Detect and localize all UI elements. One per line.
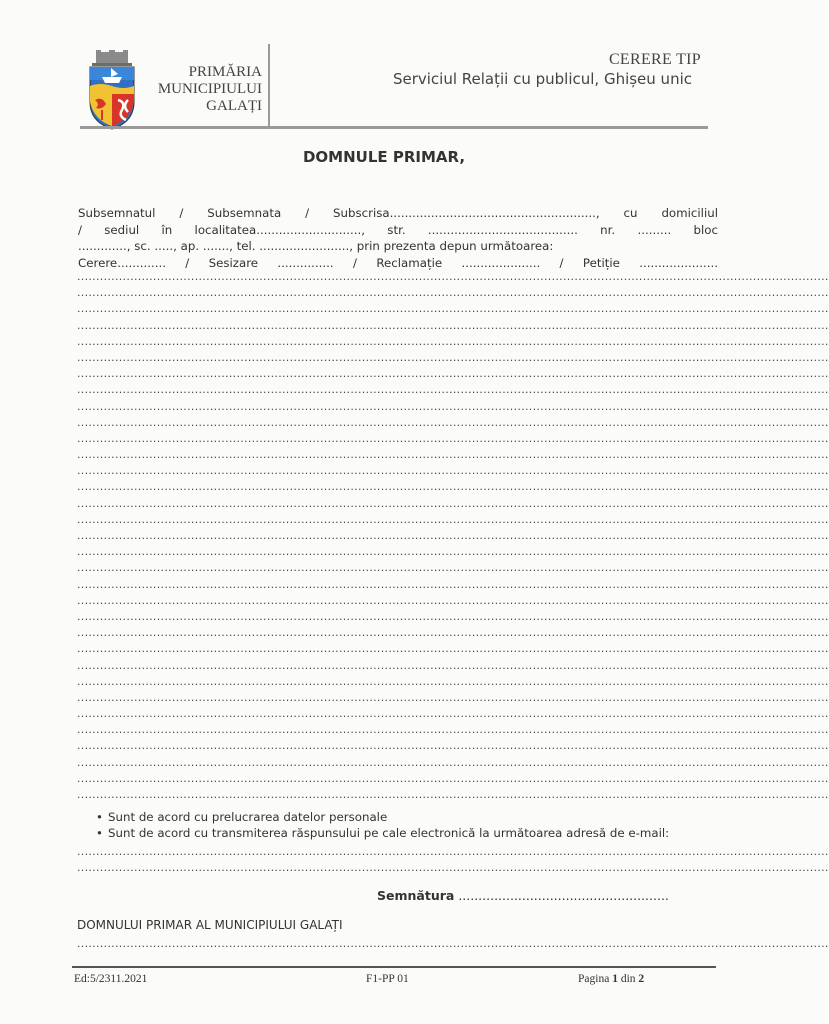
addressee-blank-line[interactable]: ...................................................................................................................................................................................................... (77, 937, 829, 950)
blank-line[interactable]: ...................................................................................................................................................................................................... (77, 642, 829, 656)
email-line[interactable]: ...................................................................................................................................................................................................... (77, 861, 829, 875)
blank-line[interactable]: ...................................................................................................................................................................................................... (77, 431, 829, 445)
email-address-lines[interactable] (77, 845, 829, 877)
applicant-details (78, 205, 718, 271)
consent-item-2: Sunt de acord cu transmiterea răspunsului pe cale electronică la următoarea adresă de e-mail: (108, 826, 670, 840)
consent-item[interactable] (96, 825, 669, 841)
addressee-line[interactable] (77, 937, 829, 953)
blank-line[interactable]: ...................................................................................................................................................................................................... (77, 464, 829, 478)
applicant-line-2: / sediul în localitatea............................, str. ........................................ nr. ......... bloc (78, 222, 718, 237)
blank-line[interactable]: ...................................................................................................................................................................................................... (77, 302, 829, 316)
applicant-line-1: Subsemnatul / Subsemnata / Subscrisa......................................................., cu domiciliul (78, 206, 718, 220)
blank-line[interactable]: ...................................................................................................................................................................................................... (77, 658, 829, 672)
blank-line[interactable]: ...................................................................................................................................................................................................... (77, 496, 829, 510)
city-name-line1: PRIMĂRIA (188, 64, 262, 80)
blank-line[interactable]: ...................................................................................................................................................................................................... (77, 674, 829, 688)
bullet-icon: • (96, 826, 103, 840)
page-mid: din (617, 973, 639, 985)
blank-line[interactable]: ...................................................................................................................................................................................................... (77, 577, 829, 591)
blank-line[interactable]: ...................................................................................................................................................................................................... (77, 350, 829, 364)
blank-line[interactable]: ...................................................................................................................................................................................................... (77, 739, 829, 753)
blank-line[interactable]: ...................................................................................................................................................................................................... (77, 399, 829, 413)
blank-line[interactable]: ...................................................................................................................................................................................................... (77, 318, 829, 332)
footer-divider (72, 966, 716, 968)
blank-line[interactable]: ...................................................................................................................................................................................................... (77, 334, 829, 348)
blank-line[interactable]: ...................................................................................................................................................................................................... (77, 609, 829, 623)
blank-line[interactable]: ...................................................................................................................................................................................................... (77, 270, 829, 283)
bullet-icon: • (96, 810, 103, 824)
blank-line[interactable]: ...................................................................................................................................................................................................... (77, 286, 829, 300)
galati-coat-of-arms-icon (82, 50, 142, 130)
blank-line[interactable]: ...................................................................................................................................................................................................... (77, 626, 829, 640)
document-type: CERERE TIP (608, 51, 701, 68)
signature-field[interactable] (377, 888, 669, 903)
page-total: 2 (638, 973, 645, 985)
blank-line[interactable]: ...................................................................................................................................................................................................... (77, 561, 829, 575)
applicant-line-3: ............., sc. ....., ap. ......., tel. ........................, prin prezenta depun următoarea: (78, 239, 554, 253)
blank-line[interactable]: ...................................................................................................................................................................................................... (77, 593, 829, 607)
blank-line[interactable]: ...................................................................................................................................................................................................... (77, 788, 829, 801)
addressee: DOMNULUI PRIMAR AL MUNICIPIULUI GALAȚI (77, 918, 343, 932)
blank-line[interactable]: ...................................................................................................................................................................................................... (77, 512, 829, 526)
blank-line[interactable]: ...................................................................................................................................................................................................... (77, 545, 829, 559)
page-prefix: Pagina (578, 973, 613, 985)
header-divider (80, 126, 708, 129)
request-body-lines[interactable] (77, 270, 829, 804)
page-indicator (578, 973, 644, 985)
blank-line[interactable]: ...................................................................................................................................................................................................... (77, 723, 829, 737)
consent-item-1: Sunt de acord cu prelucrarea datelor personale (108, 810, 388, 824)
city-name-line3: GALAȚI (206, 98, 262, 114)
signature-dots[interactable]: ..................................................... (458, 888, 669, 903)
consent-list (96, 809, 669, 841)
blank-line[interactable]: ...................................................................................................................................................................................................... (77, 771, 829, 785)
city-hall-name (150, 64, 262, 115)
header-vertical-divider (268, 44, 270, 128)
signature-label: Semnătura (377, 888, 455, 903)
blank-line[interactable]: ...................................................................................................................................................................................................... (77, 690, 829, 704)
blank-line[interactable]: ...................................................................................................................................................................................................... (77, 383, 829, 397)
blank-line[interactable]: ...................................................................................................................................................................................................... (77, 415, 829, 429)
blank-line[interactable]: ...................................................................................................................................................................................................... (77, 707, 829, 721)
blank-line[interactable]: ...................................................................................................................................................................................................... (77, 448, 829, 462)
request-type-line: Cerere............. / Sesizare ............... / Reclamație ..................... / Petiție ..................... (78, 255, 718, 270)
page-title: DOMNULE PRIMAR, (302, 148, 466, 166)
blank-line[interactable]: ...................................................................................................................................................................................................... (77, 529, 829, 542)
document-header (0, 0, 768, 135)
blank-line[interactable]: ...................................................................................................................................................................................................... (77, 755, 829, 769)
blank-line[interactable]: ...................................................................................................................................................................................................... (77, 480, 829, 494)
consent-item[interactable] (96, 809, 669, 825)
page-number: 1 (612, 973, 618, 985)
edition-code: Ed:5/2311.2021 (74, 973, 148, 985)
city-name-line2: MUNICIPIULUI (157, 81, 262, 97)
blank-line[interactable]: ...................................................................................................................................................................................................... (77, 367, 829, 381)
email-line[interactable]: ...................................................................................................................................................................................................... (77, 845, 829, 858)
service-name: Serviciul Relații cu publicul, Ghișeu unic (392, 70, 692, 88)
form-code: F1-PP 01 (366, 973, 409, 985)
